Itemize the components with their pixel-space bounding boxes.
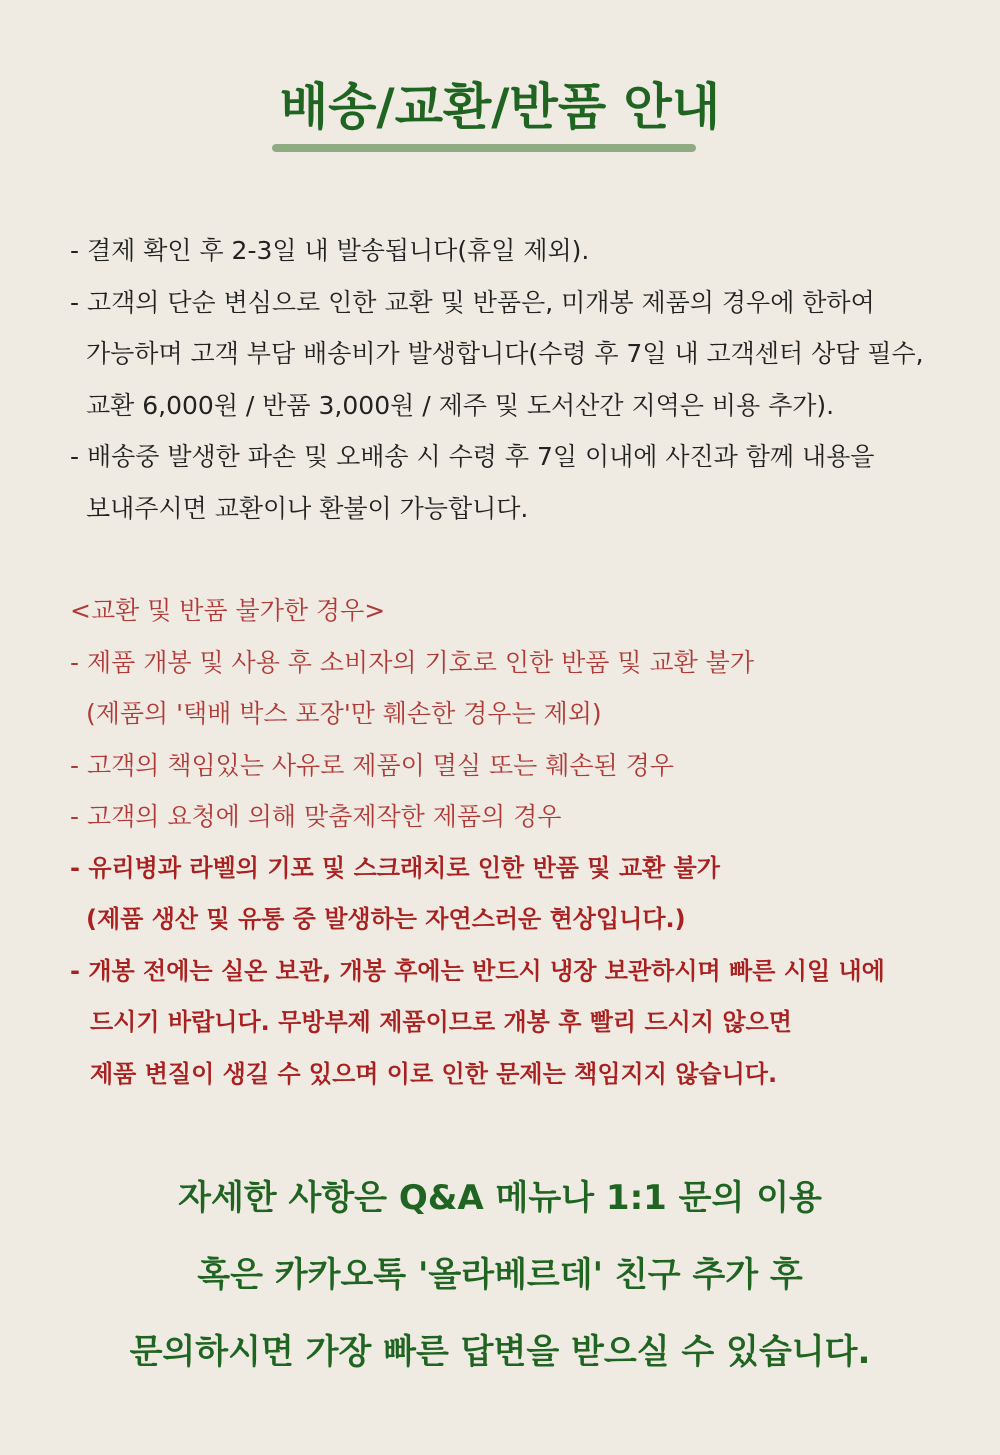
restriction-line-glass-bubbles: - 유리병과 라벨의 기포 및 스크래치로 인한 반품 및 교환 불가 xyxy=(70,853,720,882)
contact-notice xyxy=(0,1160,1000,1391)
info-line-refund: 보내주시면 교환이나 환불이 가능합니다. xyxy=(86,493,529,523)
page-title: 배송/교환/반품 안내 xyxy=(279,78,721,136)
restriction-line-customer-fault: - 고객의 책임있는 사유로 제품이 멸실 또는 훼손된 경우 xyxy=(70,750,674,780)
shipping-info-list xyxy=(70,225,960,534)
contact-line-qna: 자세한 사항은 Q&A 메뉴나 1:1 문의 이용 xyxy=(178,1178,822,1218)
contact-line-kakao: 혹은 카카오톡 '올라베르데' 친구 추가 후 xyxy=(197,1255,803,1295)
restriction-line-custom-made: - 고객의 요청에 의해 맞춤제작한 제품의 경우 xyxy=(70,802,562,831)
restriction-line-natural-phenomenon: (제품 생산 및 유통 중 발생하는 자연스러운 현상입니다.) xyxy=(86,905,686,933)
restriction-line-liability: 제품 변질이 생길 수 있으며 이로 인한 문제는 책임지지 않습니다. xyxy=(90,1059,778,1088)
restriction-line-storage: - 개봉 전에는 실온 보관, 개봉 후에는 반드시 냉장 보관하시며 빠른 시일 내에 xyxy=(70,956,885,985)
info-line-payment: - 결제 확인 후 2-3일 내 발송됩니다(휴일 제외). xyxy=(70,236,590,265)
restriction-line-box-exception: (제품의 '택배 박스 포장'만 훼손한 경우는 제외) xyxy=(86,699,602,728)
restriction-line-opened: - 제품 개봉 및 사용 후 소비자의 기호로 인한 반품 및 교환 불가 xyxy=(70,647,754,677)
restrictions-heading: <교환 및 반품 불가한 경우> xyxy=(70,596,386,625)
info-line-damage: - 배송중 발생한 파손 및 오배송 시 수령 후 7일 이내에 사진과 함께 내용을 xyxy=(70,442,875,471)
restrictions-list xyxy=(70,585,960,1100)
info-line-change-of-mind: - 고객의 단순 변심으로 인한 교환 및 반품은, 미개봉 제품의 경우에 한하여 xyxy=(70,287,875,317)
title-underline xyxy=(272,144,696,152)
info-line-exchange-cost: 교환 6,000원 / 반품 3,000원 / 제주 및 도서산간 지역은 비용 추가). xyxy=(86,390,835,420)
info-line-shipping-fee: 가능하며 고객 부담 배송비가 발생합니다(수령 후 7일 내 고객센터 상담 필수, xyxy=(86,339,924,368)
contact-line-fast-reply: 문의하시면 가장 빠른 답변을 받으실 수 있습니다. xyxy=(129,1332,871,1372)
restriction-line-no-preservatives: 드시기 바랍니다. 무방부제 제품이므로 개봉 후 빨리 드시지 않으면 xyxy=(90,1008,792,1036)
